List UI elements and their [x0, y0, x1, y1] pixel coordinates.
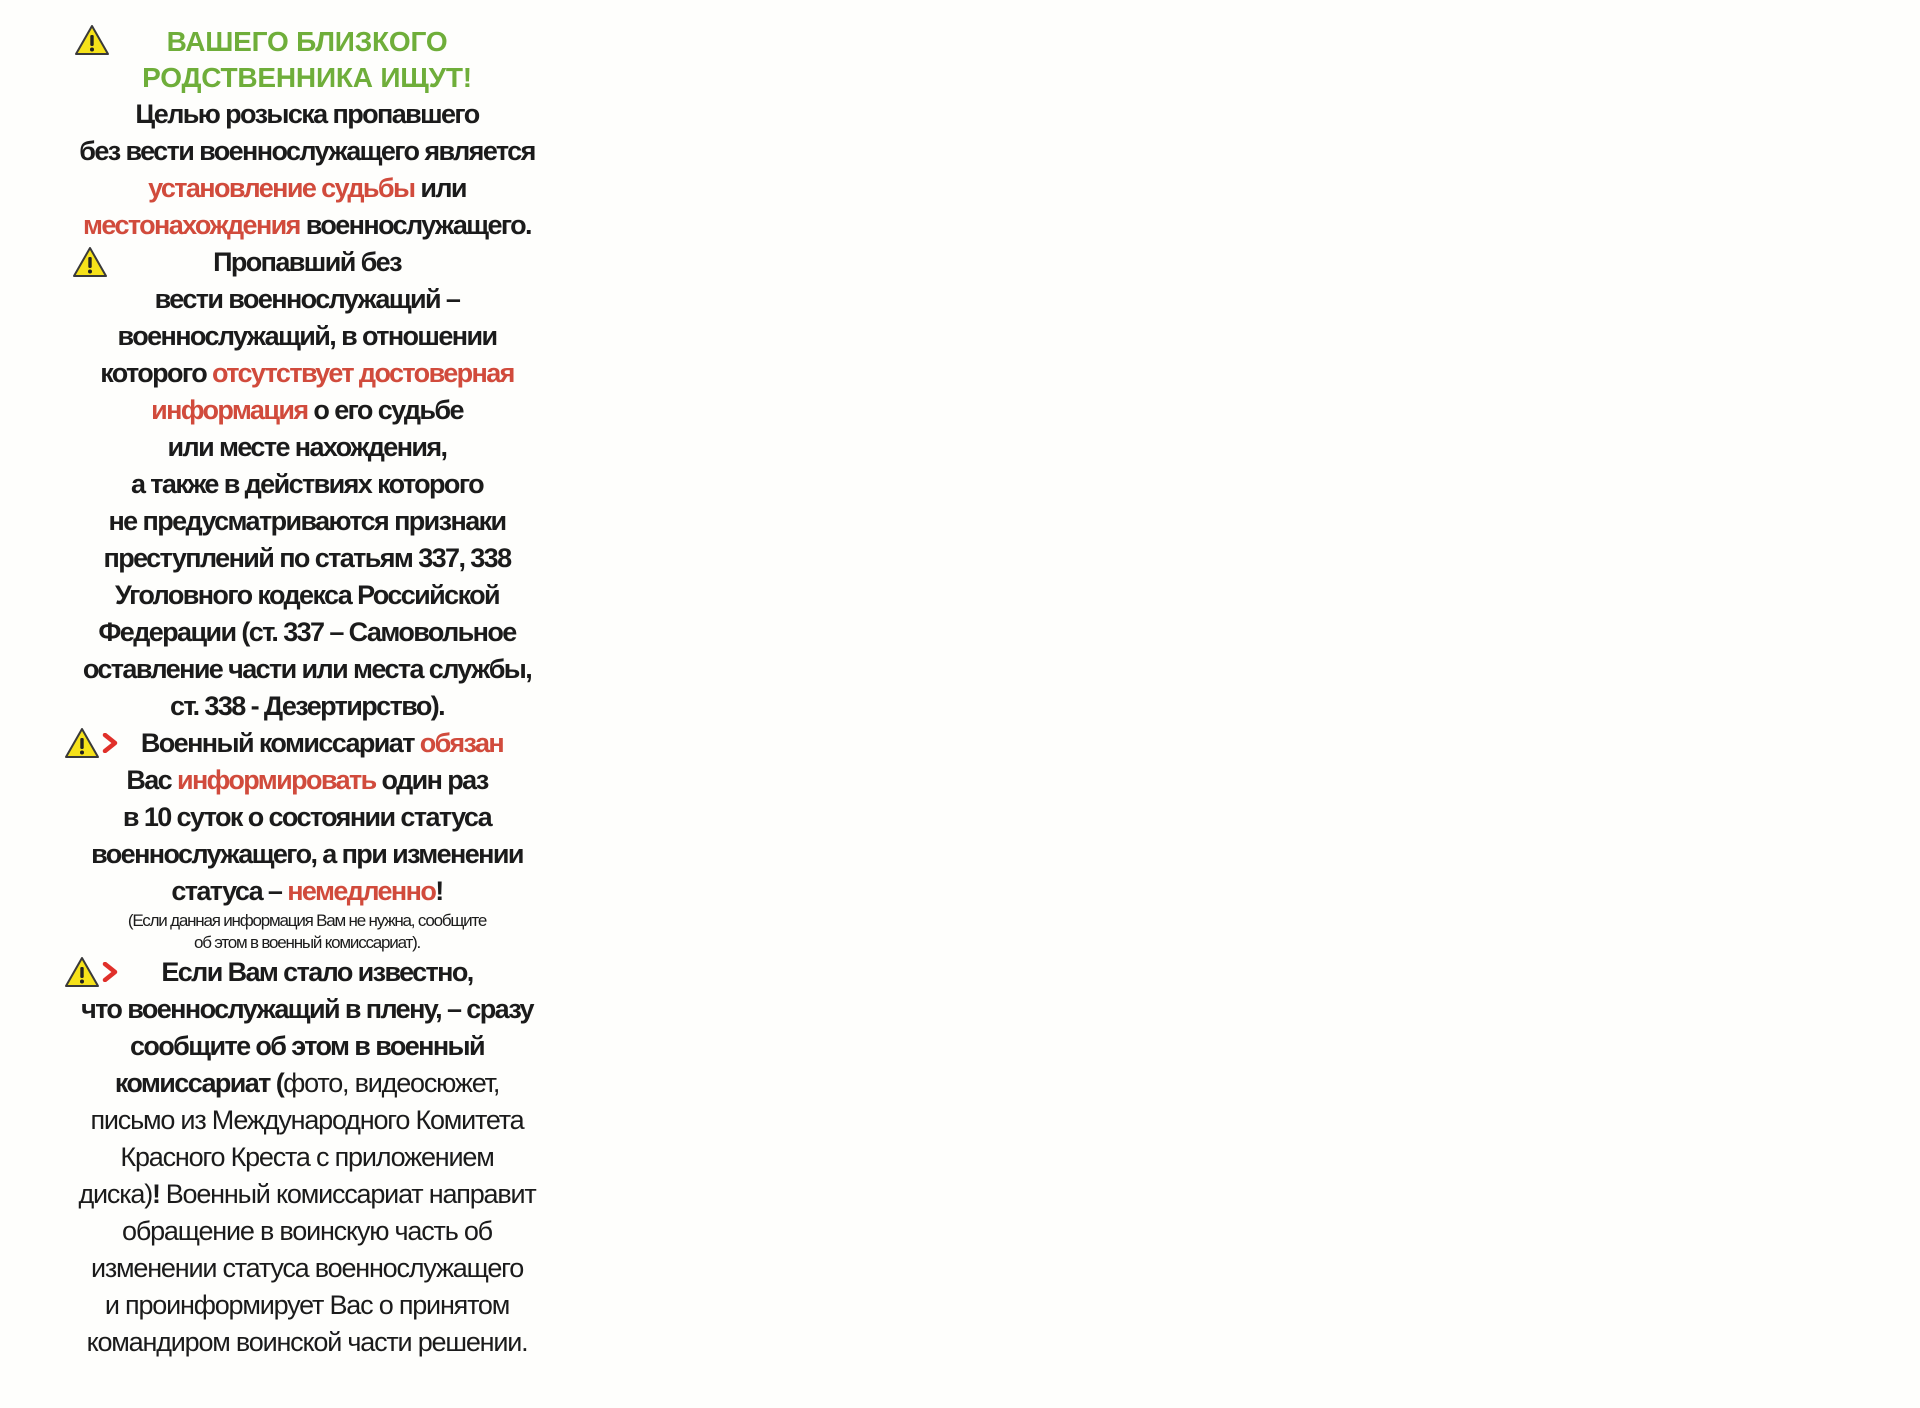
definition-line: не предусматриваются признаки — [108, 506, 506, 536]
obligation-line — [52, 725, 562, 762]
highlight-text: отсутствует достоверная — [212, 358, 514, 388]
captivity-line: сообщите об этом в военный — [129, 1031, 485, 1061]
definition-line: Федерации (ст. 337 – Самовольное — [98, 617, 516, 647]
captivity-line: письмо из Международного Комитета — [90, 1105, 524, 1135]
captivity-line: Если Вам стало известно, — [161, 957, 473, 987]
captivity-line: изменении статуса военнослужащего — [90, 1253, 524, 1283]
purpose-text: или — [414, 173, 466, 203]
purpose-line: без вести военнослужащего является — [79, 136, 535, 166]
section-obligation — [52, 725, 562, 954]
captivity-text: ! — [152, 1179, 160, 1209]
obligation-text: Военный комиссариат — [140, 728, 420, 758]
definition-line: ст. 338 - Дезертирство). — [169, 691, 445, 721]
purpose-line — [52, 207, 562, 244]
warning-triangle-icon — [64, 956, 100, 988]
captivity-text: комиссариат ( — [114, 1068, 284, 1098]
obligation-line — [52, 762, 562, 799]
chevron-right-icon — [102, 733, 118, 753]
purpose-line — [52, 170, 562, 207]
warning-triangle-icon — [64, 727, 100, 759]
definition-text: о его судьбе — [307, 395, 463, 425]
obligation-text: ! — [435, 876, 443, 906]
obligation-text: Вас — [126, 765, 177, 795]
definition-line — [52, 392, 562, 429]
warning-triangle-icon — [72, 246, 108, 278]
obligation-line: в 10 суток о состоянии статуса — [122, 802, 492, 832]
definition-line: военнослужащий, в отношении — [117, 321, 497, 351]
highlight-text: обязан — [419, 728, 504, 758]
captivity-text: диска) — [78, 1179, 153, 1209]
section-captivity — [52, 954, 562, 1361]
captivity-line — [52, 1176, 562, 1213]
highlight-text: информировать — [176, 765, 376, 795]
warning-triangle-icon — [74, 24, 110, 56]
leaflet-column — [52, 24, 562, 1361]
obligation-note: об этом в военный комиссариат). — [193, 933, 421, 952]
captivity-text: Военный комиссариат направит — [159, 1179, 536, 1209]
captivity-line — [52, 1065, 562, 1102]
definition-line: оставление части или места службы, — [82, 654, 532, 684]
obligation-note: (Если данная информация Вам не нужна, сообщите — [127, 911, 487, 930]
captivity-line: и проинформирует Вас о принятом — [104, 1290, 510, 1320]
definition-line: Пропавший без — [213, 247, 401, 277]
obligation-line: военнослужащего, а при изменении — [91, 839, 523, 869]
captivity-text: фото, видеосюжет, — [283, 1068, 500, 1098]
section-definition — [52, 244, 562, 725]
definition-line: вести военнослужащий – — [154, 284, 460, 314]
title-block — [52, 24, 562, 96]
highlight-text: местонахождения — [83, 210, 300, 240]
obligation-text: статуса – — [171, 876, 288, 906]
section-purpose — [52, 96, 562, 244]
obligation-line — [52, 873, 562, 910]
purpose-text: военнослужащего. — [299, 210, 531, 240]
definition-line — [52, 355, 562, 392]
captivity-line: обращение в воинскую часть об — [122, 1216, 492, 1246]
chevron-right-icon — [102, 962, 118, 982]
definition-line: или месте нахождения, — [167, 432, 447, 462]
highlight-text: немедленно — [287, 876, 436, 906]
captivity-line: что военнослужащий в плену, – сразу — [81, 994, 533, 1024]
definition-line: Уголовного кодекса Российской — [114, 580, 500, 610]
title-line-2: РОДСТВЕННИКА ИЩУТ! — [142, 62, 472, 93]
captivity-line: Красного Креста с приложением — [120, 1142, 494, 1172]
definition-text: которого — [100, 358, 212, 388]
obligation-text: один раз — [375, 765, 488, 795]
title-line-1: ВАШЕГО БЛИЗКОГО — [166, 26, 448, 57]
purpose-line: Целью розыска пропавшего — [135, 99, 479, 129]
highlight-text: установление судьбы — [148, 173, 415, 203]
captivity-line: командиром воинской части решении. — [86, 1327, 528, 1357]
definition-line: а также в действиях которого — [130, 469, 484, 499]
definition-line: преступлений по статьям 337, 338 — [103, 543, 511, 573]
highlight-text: информация — [151, 395, 308, 425]
